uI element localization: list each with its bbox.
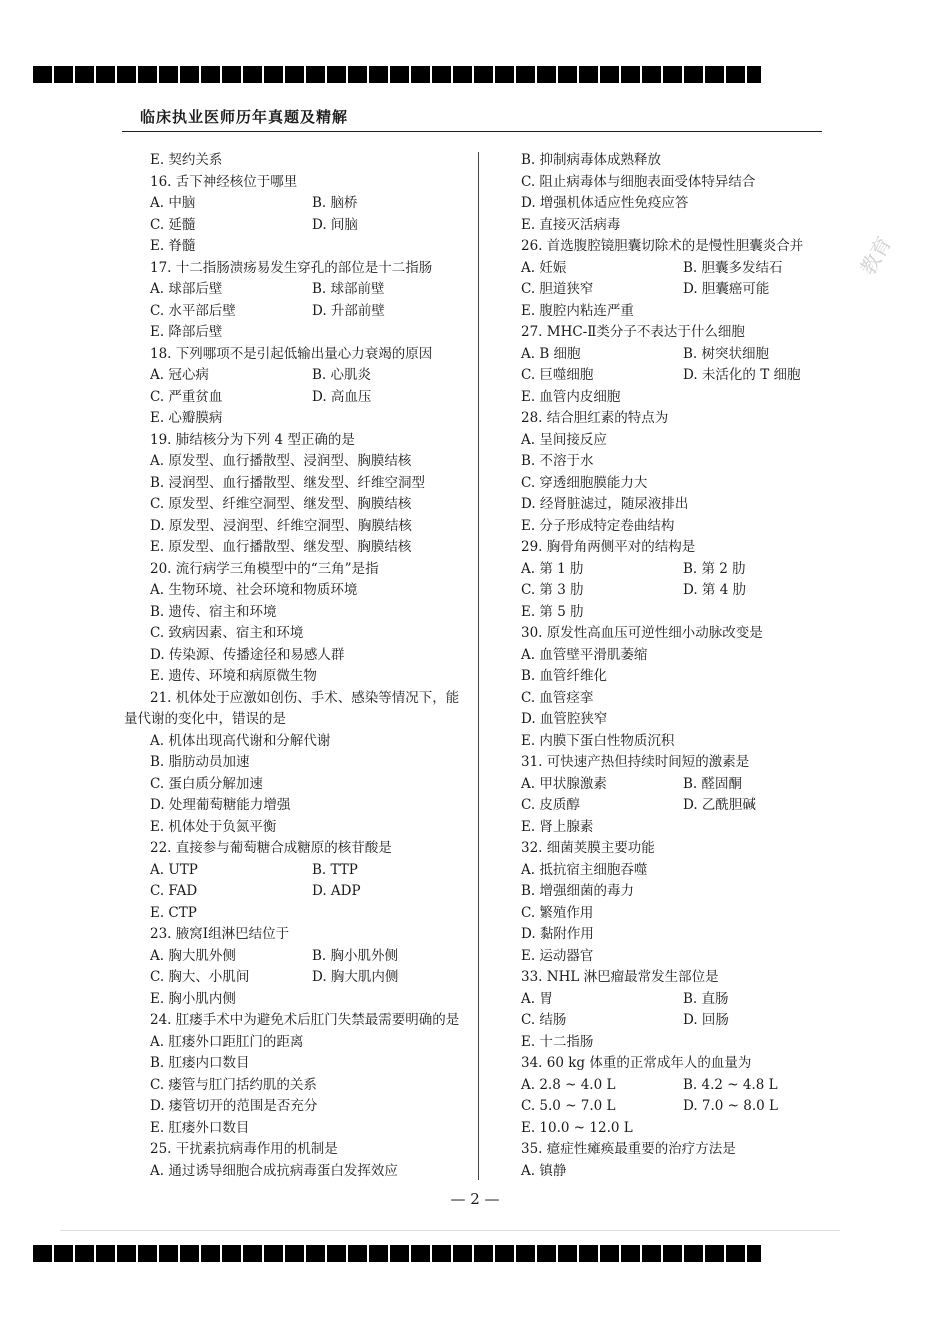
option-text: D. ADP (312, 883, 361, 899)
option-text: D. 第 4 肋 (683, 582, 747, 598)
option-text: E. 血管内皮细胞 (521, 388, 621, 405)
option-text: B. 心肌炎 (312, 367, 372, 383)
option-text: C. 第 3 肋 (521, 582, 584, 598)
option-pair (124, 387, 466, 409)
question-stem: 33. NHL 淋巴瘤最常发生部位是 (521, 969, 719, 985)
option-text: D. 7.0 ~ 8.0 L (683, 1098, 779, 1114)
question-stem: 30. 原发性高血压可逆性细小动脉改变是 (521, 625, 763, 641)
header-rule (122, 131, 822, 132)
question-stem: 19. 肺结核分为下列 4 型正确的是 (150, 431, 355, 448)
option-text: B. 血管纤维化 (521, 668, 608, 684)
option-pair (495, 279, 825, 301)
option-text: C. 阻止病毒体与细胞表面受体特异结合 (521, 173, 756, 190)
question-stem: 27. MHC-Ⅱ类分子不表达于什么细胞 (521, 324, 745, 340)
question-stem: 28. 结合胆红素的特点为 (521, 410, 669, 426)
option-pair (495, 989, 825, 1011)
option-text: C. 严重贫血 (150, 388, 223, 405)
option-pair (495, 1010, 825, 1032)
option-pair (124, 215, 466, 237)
option-text: E. 契约关系 (150, 152, 223, 168)
question-stem: 32. 细菌荚膜主要功能 (521, 840, 655, 856)
option-text: C. 原发型、纤维空洞型、继发型、胸膜结核 (150, 496, 412, 512)
question-stem: 20. 流行病学三角模型中的“三角”是指 (150, 560, 379, 577)
option-text: E. 机体处于负氮平衡 (150, 818, 277, 835)
page-number: — 2 — (450, 1190, 500, 1208)
column-divider (478, 152, 479, 1180)
option-text: E. 十二指肠 (521, 1033, 594, 1050)
option-text: E. 内膜下蛋白性物质沉积 (521, 732, 675, 749)
option-pair (124, 193, 466, 215)
option-text: B. 抑制病毒体成熟释放 (521, 152, 662, 168)
option-text: D. 经肾脏滤过，随尿液排出 (521, 496, 689, 512)
option-pair (495, 1075, 825, 1097)
option-text: B. TTP (312, 861, 358, 878)
option-text: C. 致病因素、宿主和环境 (150, 625, 304, 641)
option-pair (495, 258, 825, 280)
question-stem: 29. 胸骨角两侧平对的结构是 (521, 539, 696, 555)
option-text: E. 直接灭活病毒 (521, 216, 621, 233)
option-text: E. 10.0 ~ 12.0 L (521, 1119, 633, 1136)
option-text: D. 增强机体适应性免疫应答 (521, 195, 689, 211)
option-text: D. 瘘管切开的范围是否充分 (150, 1098, 318, 1114)
option-text: A. 呈间接反应 (521, 431, 607, 448)
option-text: A. 原发型、血行播散型、浸润型、胸膜结核 (150, 453, 412, 469)
left-column (124, 150, 466, 1182)
option-text: E. 原发型、血行播散型、继发型、胸膜结核 (150, 539, 412, 555)
option-text: C. 巨噬细胞 (521, 367, 594, 383)
option-text: A. 通过诱导细胞合成抗病毒蛋白发挥效应 (150, 1162, 398, 1179)
option-text: E. 分子形成特定卷曲结构 (521, 517, 675, 534)
option-text: B. 4.2 ~ 4.8 L (683, 1076, 778, 1093)
option-text: A. 妊娠 (521, 259, 567, 276)
watermark: 教育 (855, 232, 897, 279)
option-text: C. 血管痉挛 (521, 689, 594, 706)
option-text: C. 水平部后壁 (150, 302, 236, 319)
question-stem-continued: 量代谢的变化中，错误的是 (124, 711, 286, 727)
option-text: B. 肛瘘内口数目 (150, 1055, 250, 1071)
right-column (495, 150, 825, 1182)
question-stem: 24. 肛瘘手术中为避免术后肛门失禁最需要明确的是 (150, 1012, 460, 1028)
option-text: D. 升部前壁 (312, 302, 385, 319)
option-pair (495, 795, 825, 817)
option-pair (124, 279, 466, 301)
option-text: E. 脊髓 (150, 238, 196, 254)
option-text: A. 机体出现高代谢和分解代谢 (150, 732, 331, 749)
option-pair (124, 967, 466, 989)
option-text: B. 醛固酮 (683, 775, 743, 792)
question-stem: 26. 首选腹腔镜胆囊切除术的是慢性胆囊炎合并 (521, 238, 804, 254)
option-text: C. FAD (150, 883, 198, 899)
option-text: D. 乙酰胆碱 (683, 797, 756, 813)
option-text: D. 胸大肌内侧 (312, 969, 399, 985)
option-pair (495, 580, 825, 602)
question-stem: 18. 下列哪项不是引起低输出量心力衰竭的原因 (150, 345, 433, 362)
option-text: E. 腹腔内粘连严重 (521, 302, 634, 319)
option-text: C. 瘘管与肛门括约肌的关系 (150, 1076, 317, 1093)
option-text: B. 第 2 肋 (683, 560, 746, 577)
option-text: A. 第 1 肋 (521, 560, 584, 577)
option-text: C. 繁殖作用 (521, 904, 594, 921)
option-text: C. 5.0 ~ 7.0 L (521, 1098, 616, 1114)
option-text: C. 结肠 (521, 1012, 567, 1028)
option-text: B. 脂肪动员加速 (150, 754, 250, 770)
option-text: E. 遗传、环境和病原微生物 (150, 668, 317, 684)
option-text: B. 树突状细胞 (683, 345, 770, 362)
question-stem: 34. 60 kg 体重的正常成年人的血量为 (521, 1055, 752, 1071)
option-text: D. 黏附作用 (521, 926, 594, 942)
option-text: C. 延髓 (150, 216, 196, 233)
option-text: B. 球部前壁 (312, 281, 385, 297)
scan-edge (60, 1230, 840, 1231)
option-text: E. 降部后壁 (150, 324, 223, 340)
option-text: D. 未活化的 T 细胞 (683, 367, 801, 383)
option-text: B. 遗传、宿主和环境 (150, 603, 277, 620)
option-text: E. 第 5 肋 (521, 603, 584, 620)
option-pair (124, 365, 466, 387)
option-text: B. 浸润型、血行播散型、继发型、纤维空洞型 (150, 474, 426, 491)
option-text: C. 穿透细胞膜能力大 (521, 474, 648, 491)
option-text: A. 冠心病 (150, 367, 209, 383)
option-text: C. 皮质醇 (521, 797, 580, 813)
option-text: C. 胸大、小肌间 (150, 969, 250, 985)
option-pair (495, 344, 825, 366)
option-text: A. 血管壁平滑肌萎缩 (521, 646, 648, 663)
question-stem: 23. 腋窝Ⅰ组淋巴结位于 (150, 926, 290, 942)
option-text: A. 胃 (521, 990, 553, 1007)
option-text: B. 不溶于水 (521, 453, 594, 469)
option-text: D. 原发型、浸润型、纤维空洞型、胸膜结核 (150, 517, 412, 534)
option-text: C. 蛋白质分解加速 (150, 775, 263, 792)
option-text: A. 肛瘘外口距肛门的距离 (150, 1033, 304, 1050)
option-pair (495, 365, 825, 387)
question-stem: 21. 机体处于应激如创伤、手术、感染等情况下，能 (150, 689, 460, 706)
option-text: D. 胆囊癌可能 (683, 281, 770, 297)
scan-border-top (33, 66, 761, 83)
option-text: A. 甲状腺激素 (521, 775, 607, 792)
option-text: B. 胸小肌外侧 (312, 947, 399, 964)
option-text: A. 胸大肌外侧 (150, 947, 236, 964)
question-stem: 31. 可快速产热但持续时间短的激素是 (521, 754, 750, 770)
option-text: A. 球部后壁 (150, 281, 223, 297)
option-text: E. 肛瘘外口数目 (150, 1119, 250, 1136)
option-text: D. 血管腔狭窄 (521, 711, 608, 727)
option-text: B. 胆囊多发结石 (683, 259, 783, 276)
option-pair (495, 559, 825, 581)
option-pair (495, 774, 825, 796)
option-text: A. UTP (150, 861, 198, 878)
option-pair (495, 1096, 825, 1118)
option-text: B. 脑桥 (312, 195, 358, 211)
option-text: E. 运动器官 (521, 947, 594, 964)
option-text: E. 肾上腺素 (521, 818, 594, 835)
option-text: B. 增强细菌的毒力 (521, 883, 635, 899)
option-pair (124, 946, 466, 968)
option-text: E. 胸小肌内侧 (150, 990, 236, 1007)
question-stem: 25. 干扰素抗病毒作用的机制是 (150, 1141, 338, 1157)
question-stem: 22. 直接参与葡萄糖合成糖原的核苷酸是 (150, 840, 392, 856)
option-text: D. 间脑 (312, 216, 358, 233)
option-text: D. 回肠 (683, 1012, 729, 1028)
option-pair (124, 301, 466, 323)
option-text: E. CTP (150, 904, 197, 921)
question-stem: 17. 十二指肠溃疡易发生穿孔的部位是十二指肠 (150, 259, 433, 276)
question-stem: 35. 癔症性瘫痪最重要的治疗方法是 (521, 1141, 736, 1157)
option-text: A. 中脑 (150, 195, 196, 211)
option-text: D. 高血压 (312, 388, 372, 405)
question-stem: 16. 舌下神经核位于哪里 (150, 173, 298, 190)
option-text: C. 胆道狭窄 (521, 281, 594, 297)
option-pair (124, 860, 466, 882)
option-text: A. 抵抗宿主细胞吞噬 (521, 861, 648, 878)
option-text: A. 生物环境、社会环境和物质环境 (150, 582, 358, 598)
option-text: A. 镇静 (521, 1162, 567, 1179)
option-pair (124, 881, 466, 903)
option-text: E. 心瓣膜病 (150, 410, 223, 426)
option-text: A. B 细胞 (521, 345, 581, 362)
option-text: A. 2.8 ~ 4.0 L (521, 1076, 616, 1093)
option-text: B. 直肠 (683, 990, 729, 1007)
scan-border-bottom (33, 1245, 761, 1262)
option-text: D. 传染源、传播途径和易感人群 (150, 646, 345, 663)
page-header-title: 临床执业医师历年真题及精解 (140, 108, 349, 126)
option-text: D. 处理葡萄糖能力增强 (150, 797, 291, 813)
